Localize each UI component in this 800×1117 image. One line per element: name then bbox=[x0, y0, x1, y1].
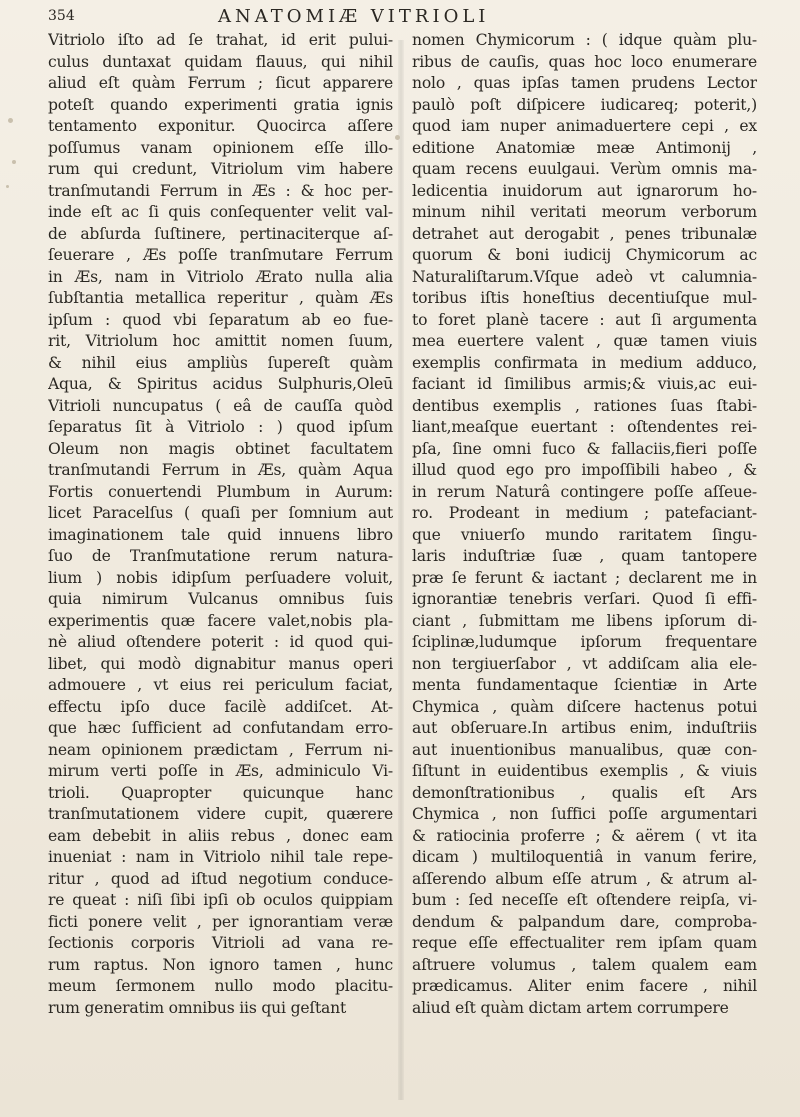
text-line: mea euertere valent , quæ tamen viuis bbox=[412, 332, 757, 350]
text-line: inueniat : nam in Vitriolo nihil tale repe- bbox=[48, 848, 393, 866]
text-line: ſciplinæ,ludumque ipſorum frequentare bbox=[412, 633, 757, 651]
text-line: quia nimirum Vulcanus omnibus ſuis bbox=[48, 590, 393, 608]
text-line: dendum & palpandum dare, comproba- bbox=[412, 912, 757, 931]
text-line: ro. Prodeant in medium ; patefaciant- bbox=[412, 504, 757, 522]
text-line: quod iam nuper animaduertere cepi , ex bbox=[412, 117, 757, 135]
text-line: ciant , ſubmittam me libens ipſorum di- bbox=[412, 611, 757, 630]
gutter-shadow bbox=[398, 40, 404, 1100]
ink-spot bbox=[8, 118, 13, 123]
text-line: prædicamus. Aliter enim facere , nihil bbox=[412, 977, 757, 995]
text-line: ſectionis corporis Vitrioli ad vana re- bbox=[48, 934, 393, 952]
text-line: nolo , quas ipſas tamen prudens Lector bbox=[412, 74, 757, 92]
text-line: quorum & boni iudicij Chymicorum ac bbox=[412, 246, 757, 264]
text-line: Aqua, & Spiritus acidus Sulphuris,Oleū bbox=[48, 375, 393, 393]
text-line: Chymica , non ſuffici poſſe argumentari bbox=[412, 805, 757, 823]
text-line: Chymica , quàm diſcere hactenus potui bbox=[412, 697, 757, 716]
text-line: ſuo de Tranſmutatione rerum natura- bbox=[48, 547, 393, 565]
text-line: imaginationem tale quid innuens libro bbox=[48, 525, 393, 544]
text-line: liant,meaſque euertant : oſtendentes rei- bbox=[412, 418, 757, 436]
text-line: quam recens euulgaui. Verùm omnis ma- bbox=[412, 160, 757, 178]
text-line: rum qui credunt, Vitriolum vim habere bbox=[48, 160, 393, 178]
text-line: dicam ) multiloquentiâ in vanum ferire, bbox=[412, 848, 757, 866]
text-line: ſeuerare , Æs poſſe tranſmutare Ferrum bbox=[48, 246, 393, 264]
running-header bbox=[48, 6, 768, 32]
ink-spot bbox=[395, 135, 400, 140]
text-line: ritur , quod ad iſtud negotium conduce- bbox=[48, 869, 393, 888]
ink-spot bbox=[12, 160, 16, 164]
text-line: reque eſſe effectualiter rem ipſam quam bbox=[412, 934, 757, 952]
text-line: que hæc ſufficient ad confutandam erro- bbox=[48, 719, 393, 737]
text-line: rit, Vitriolum hoc amittit nomen ſuum, bbox=[48, 332, 393, 350]
text-line: ignorantiæ tenebris verſari. Quod ſi effi- bbox=[412, 590, 757, 608]
text-line: & nihil eius ampliùs ſupereſt quàm bbox=[48, 353, 393, 372]
text-line: laris induſtriæ ſuæ , quam tantopere bbox=[412, 547, 757, 565]
text-line: ledicentia inuidorum aut ignarorum ho- bbox=[412, 181, 757, 200]
text-line: poteſt quando experimenti gratia ignis bbox=[48, 95, 393, 114]
text-line: re queat : niſi ſibi ipſi ob oculos quippiam bbox=[48, 891, 393, 909]
running-title: ANATOMIÆ VITRIOLI bbox=[218, 6, 490, 27]
text-line: de abſurda ſuſtinere, pertinaciterque aſ- bbox=[48, 224, 393, 243]
text-line: faciant id ſimilibus armis;& viuis,ac eui- bbox=[412, 375, 757, 393]
text-line: aliud eſt quàm Ferrum ; ſicut apparere bbox=[48, 74, 393, 92]
text-line: aliud eſt quàm dictam artem corrumpere bbox=[412, 998, 729, 1017]
text-line: editione Anatomiæ meæ Antimonij , bbox=[412, 138, 757, 157]
ink-spot bbox=[6, 185, 9, 188]
text-line: in Æs, nam in Vitriolo Ærato nulla alia bbox=[48, 267, 393, 286]
text-line: mirum verti poſſe in Æs, adminiculo Vi- bbox=[48, 762, 393, 780]
text-line: aſtruere volumus , talem qualem eam bbox=[412, 955, 757, 974]
text-line: nè aliud oſtendere poterit : id quod qui- bbox=[48, 633, 393, 651]
left-text-column bbox=[48, 30, 393, 1019]
text-line: nomen Chymicorum : ( idque quàm plu- bbox=[412, 31, 757, 49]
text-line: pſa, ſine omni fuco & fallaciis,fieri poſſe bbox=[412, 439, 757, 458]
text-line: tentamento exponitur. Quocirca aſſere bbox=[48, 117, 393, 135]
text-line: exemplis confirmata in medium adduco, bbox=[412, 353, 757, 372]
text-line: non tergiuerſabor , vt addiſcam alia ele- bbox=[412, 654, 757, 673]
text-line: aut obſeruare.In artibus enim, induſtriis bbox=[412, 719, 757, 737]
text-line: illud quod ego pro impoſſibili habeo , & bbox=[412, 461, 757, 479]
text-line: Oleum non magis obtinet facultatem bbox=[48, 439, 393, 458]
text-line: Naturaliſtarum.Vſque adeò vt calumnia- bbox=[412, 267, 757, 286]
text-line: detrahet aut derogabit , penes tribunalæ bbox=[412, 224, 757, 243]
text-line: experimentis quæ facere valet,nobis pla- bbox=[48, 611, 393, 630]
text-line: tranſmutationem videre cupit, quærere bbox=[48, 805, 393, 823]
text-line: ſeparatus ſit à Vitriolo : ) quod ipſum bbox=[48, 418, 393, 436]
text-line: ſubſtantia metallica reperitur , quàm Æs bbox=[48, 289, 393, 307]
text-line: dentibus exemplis , rationes ſuas ſtabi- bbox=[412, 396, 757, 415]
text-line: effectu ipſo duce facilè addiſcet. At- bbox=[48, 697, 393, 716]
text-line: culus duntaxat quidam flauus, qui nihil bbox=[48, 52, 393, 71]
text-line: aſſerendo album eſſe atrum , & atrum al- bbox=[412, 869, 757, 888]
page-number: 354 bbox=[48, 8, 75, 24]
text-line: ribus de cauſis, quas hoc loco enumerare bbox=[412, 52, 757, 71]
text-line: ficti ponere velit , per ignorantiam veræ bbox=[48, 912, 393, 931]
text-line: licet Paracelſus ( quaſi per ſomnium aut bbox=[48, 504, 393, 522]
text-line: toribus iſtis honeſtius decentiuſque mul- bbox=[412, 289, 757, 307]
text-line: ipſum : quod vbi ſeparatum ab eo fue- bbox=[48, 310, 393, 329]
text-line: præ ſe ferunt & iactant ; declarent me in bbox=[412, 568, 757, 587]
text-line: inde eſt ac ſi quis conſequenter velit val- bbox=[48, 203, 393, 221]
text-line: admouere , vt eius rei periculum faciat, bbox=[48, 676, 393, 694]
text-line: lium ) nobis idipſum perſuadere voluit, bbox=[48, 568, 393, 587]
right-text-column bbox=[412, 30, 757, 1019]
text-line: rum raptus. Non ignoro tamen , hunc bbox=[48, 955, 393, 974]
text-line: demonſtrationibus , qualis eſt Ars bbox=[412, 783, 757, 802]
text-line: in rerum Naturâ contingere poſſe aſſeue- bbox=[412, 482, 757, 501]
text-line: to foret planè tacere : aut ſi argumenta bbox=[412, 310, 757, 329]
text-line: rum generatim omnibus iis qui geſtant bbox=[48, 998, 347, 1017]
text-line: minum nihil veritati meorum verborum bbox=[412, 203, 757, 221]
text-line: Vitriolo iſto ad ſe trahat, id erit pului- bbox=[48, 31, 393, 49]
text-line: neam opinionem prædictam , Ferrum ni- bbox=[48, 740, 393, 759]
text-line: menta fundamentaque ſcientiæ in Arte bbox=[412, 676, 757, 694]
text-line: libet, qui modò dignabitur manus operi bbox=[48, 654, 393, 673]
text-line: paulò poſt diſpicere iudicareq; poterit,) bbox=[412, 95, 757, 114]
text-line: eam debebit in aliis rebus , donec eam bbox=[48, 826, 393, 845]
text-line: Fortis conuertendi Plumbum in Aurum: bbox=[48, 482, 393, 501]
text-line: trioli. Quapropter quicunque hanc bbox=[48, 783, 393, 802]
text-line: poſſumus vanam opinionem eſſe illo- bbox=[48, 138, 393, 157]
text-line: tranſmutandi Ferrum in Æs : & hoc per- bbox=[48, 181, 393, 200]
text-line: bum : ſed neceſſe eſt oſtendere reipſa, vi- bbox=[412, 891, 757, 909]
text-line: tranſmutandi Ferrum in Æs, quàm Aqua bbox=[48, 461, 393, 479]
text-line: & ratiocinia proferre ; & aërem ( vt ita bbox=[412, 826, 757, 845]
text-line: que vniuerſo mundo raritatem ſingu- bbox=[412, 525, 757, 544]
text-line: Vitrioli nuncupatus ( eâ de cauſſa quòd bbox=[48, 396, 393, 415]
text-line: aut inuentionibus manualibus, quæ con- bbox=[412, 740, 757, 759]
text-line: meum ſermonem nullo modo placitu- bbox=[48, 977, 393, 995]
text-line: ſiſtunt in euidentibus exemplis , & viuis bbox=[412, 762, 757, 780]
